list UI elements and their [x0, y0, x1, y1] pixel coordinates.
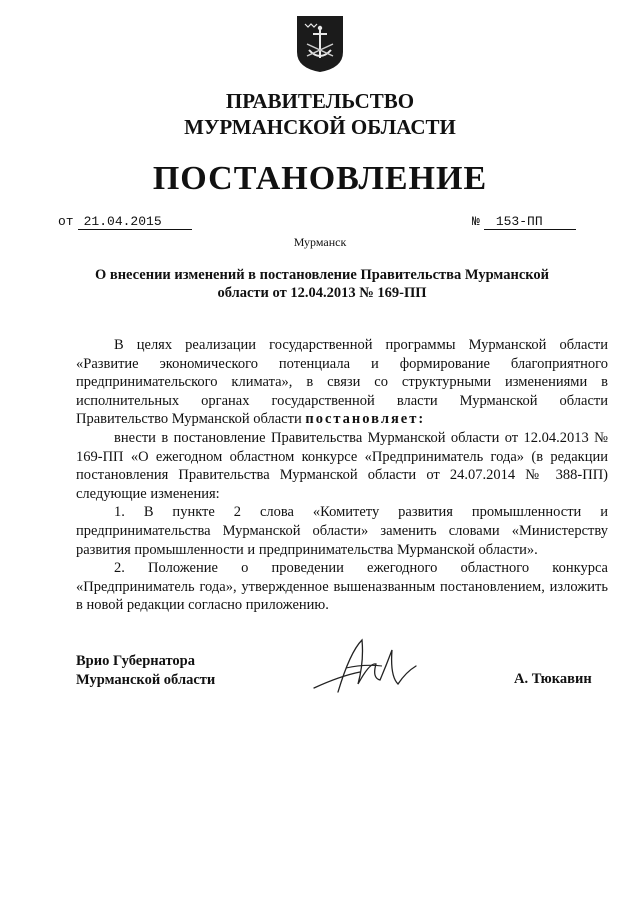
paragraph-amendment-intro: внести в постановление Правительства Мурманской области от 12.04.2013 № 169-ПП «О ежегодном областном конкурсе «Предприниматель года» (в редакции постановления Правительства Мурманской области от 24.07.2014 № 388-ПП) следующие изменения:	[76, 429, 608, 502]
coat-of-arms-icon	[295, 14, 345, 74]
signer-title-line2: Мурманской области	[76, 671, 216, 688]
paragraph-item-2: 2. Положение о проведении ежегодного областного конкурса «Предприниматель года», утвержденное вышеназванным постановлением, изложить в новой редакции согласно приложению.	[76, 560, 608, 614]
date-prefix: от	[58, 214, 74, 229]
date-field	[58, 212, 192, 230]
paragraph-preamble	[76, 336, 608, 429]
document-body	[76, 336, 608, 615]
subject-line2: области от 12.04.2013 № 169-ПП	[217, 285, 427, 301]
org-name-line1: ПРАВИТЕЛЬСТВО	[225, 89, 415, 113]
signer-title	[76, 652, 215, 689]
number-prefix: №	[472, 214, 480, 229]
org-name-line2: МУРМАНСКОЙ ОБЛАСТИ	[184, 115, 456, 139]
subject-line1: О внесении изменений в постановление Правительства Мурманской	[94, 267, 550, 283]
number-value: 153-ПП	[484, 214, 576, 230]
paragraph-item-1: 1. В пункте 2 слова «Комитету развития промышленности и предпринимательства Мурманской области» заменить словами «Министерству развития промышленности и предпринимательства Мурманской области».	[76, 504, 608, 558]
document-subject	[80, 266, 564, 302]
date-value: 21.04.2015	[78, 214, 192, 230]
number-field	[472, 212, 576, 230]
signer-name: А. Тюкавин	[514, 671, 592, 687]
preamble-text: В целях реализации государственной программы Мурманской области «Развитие экономического потенциала и формирование благоприятного предпринимательского климата», в связи со структурными изменениями в исполнительных органах государственной власти Мурманской области Правительство Мурманской области	[76, 337, 608, 428]
resolves-keyword: постановляет:	[305, 411, 426, 428]
signer-title-line1: Врио Губернатора	[76, 653, 195, 669]
document-type: ПОСТАНОВЛЕНИЕ	[152, 160, 488, 197]
city: Мурманск	[293, 235, 347, 249]
signature-icon	[310, 632, 420, 702]
